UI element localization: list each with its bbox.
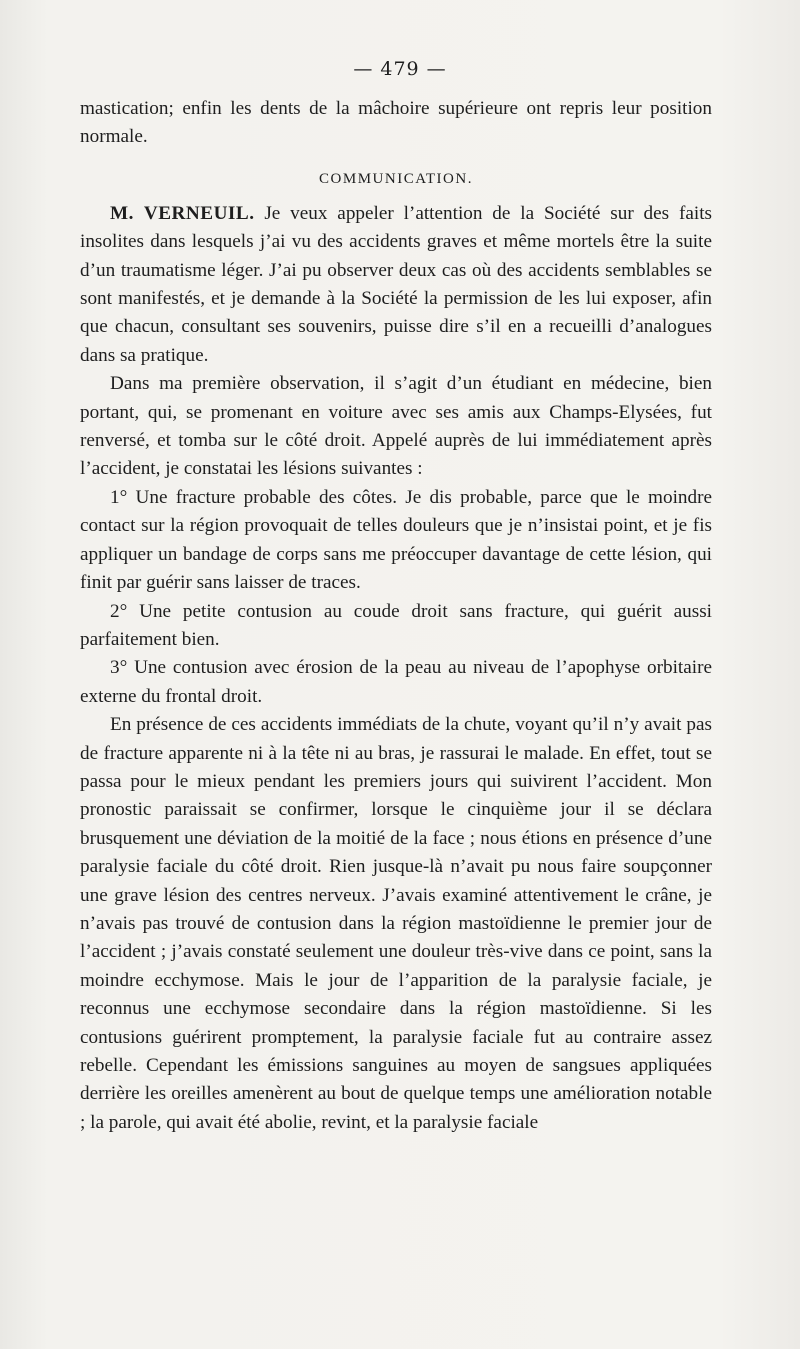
paragraph-continuation: mastication; enfin les dents de la mâchoire supérieure ont repris leur position normale.	[80, 98, 712, 148]
paragraph-observation: Dans ma première observation, il s’agit d’un étudiant en médecine, bien portant, qui, se promenant en voiture avec ses amis aux Champs-Elysées, fut renversé, et tomba sur le côté droit. Appelé auprès de lui immédiatement après l’accident, je constatai les lésions suivantes :	[80, 373, 712, 480]
paragraph-course: En présence de ces accidents immédiats de la chute, voyant qu’il n’y avait pas de fracture apparente ni à la tête ni au bras, je rassurai le malade. En effet, tout se passa pour le mieux pendant les premiers jours qui suivirent l’accident. Mon pronostic paraissait se confirmer, lorsque le cinquième jour il se déclara brusquement une déviation de la moitié de la face ; nous étions en présence d’une paralysie faciale du côté droit. Rien jusque-là n’avait pu nous faire soupçonner une grave lésion des centres nerveux. J’avais examiné attentivement le crâne, je n’avais pas trouvé de contusion dans la région mastoïdienne le premier jour de l’accident ; j’avais constaté seulement une douleur très-vive dans ce point, sans la moindre ecchymose. Mais le jour de l’apparition de la paralysie faciale, je reconnus une ecchymose secondaire dans la région mastoïdienne. Si les contusions guérirent promptement, la paralysie faciale fut au contraire assez rebelle. Cependant les émissions sanguines au moyen de sangsues appliquées derrière les oreilles amenèrent au bout de quelque temps une amélioration notable ; la parole, qui avait été abolie, revint, et la paralysie faciale	[80, 714, 712, 1133]
paragraph-lesion-1: 1° Une fracture probable des côtes. Je dis probable, parce que le moindre contact sur la région provoquait de telles douleurs que je n’insistai point, et je fis appliquer un bandage de corps sans me préoccuper davantage de cette lésion, qui finit par guérir sans laisser de traces.	[80, 486, 712, 594]
paragraph-lesion-3: 3° Une contusion avec érosion de la peau au niveau de l’apophyse orbitaire externe du frontal droit.	[80, 657, 712, 707]
paragraph-lesion-2: 2° Une petite contusion au coude droit sans fracture, qui guérit aussi parfaitement bien.	[80, 600, 712, 650]
section-title: COMMUNICATION.	[319, 170, 473, 187]
paragraph-communication	[80, 200, 712, 370]
page-number: — 479 —	[353, 58, 447, 80]
paragraph-communication-text: Je veux appeler l’attention de la Société sur des faits insolites dans lesquels j’ai vu des accidents graves et même mortels être la suite d’un traumatisme léger. J’ai pu observer deux cas où des accidents semblables se sont manifestés, et je demande à la Société la permission de les lui exposer, afin que chacun, consultant ses souvenirs, puisse dire s’il en a recueilli d’analogues dans sa pratique.	[80, 202, 713, 366]
speaker-name: M. VERNEUIL.	[110, 202, 255, 224]
page-body	[80, 95, 712, 1137]
